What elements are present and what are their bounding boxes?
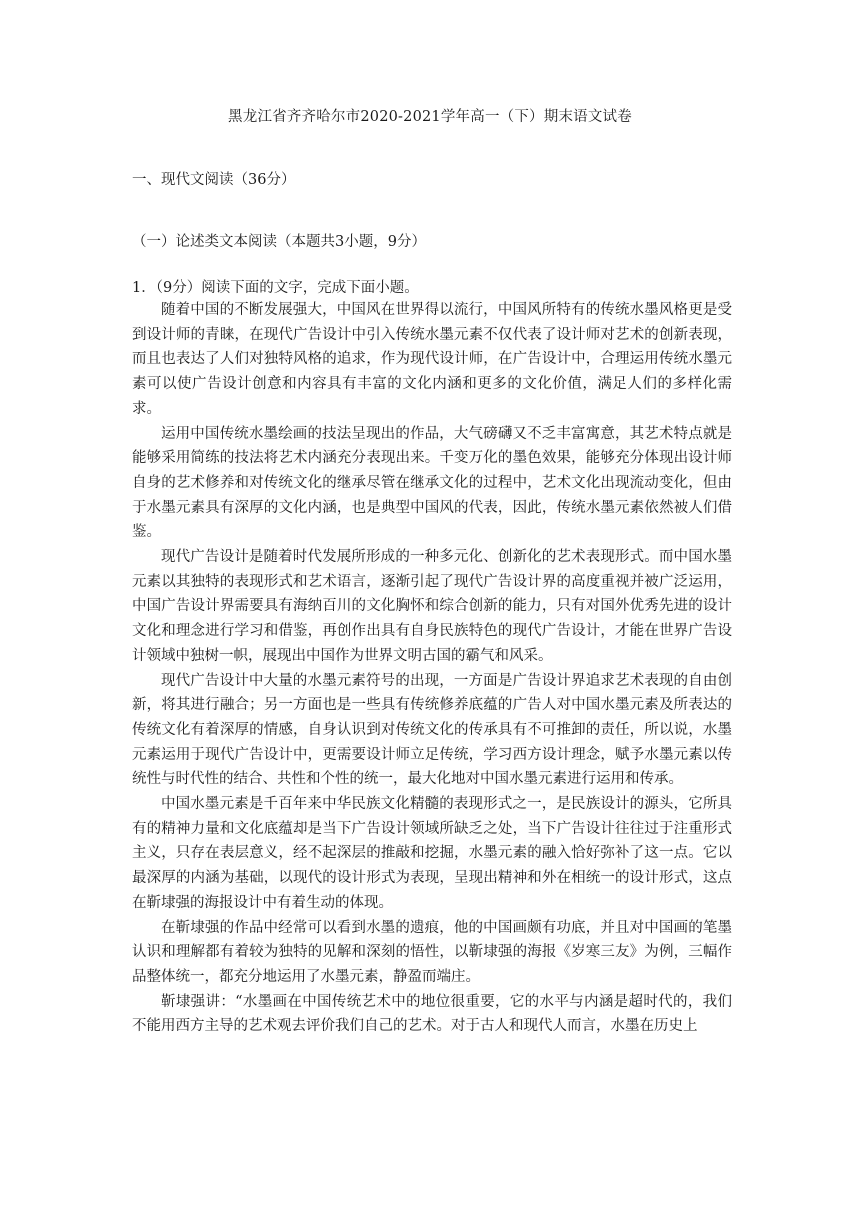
passage-paragraph: 现代广告设计是随着时代发展所形成的一种多元化、创新化的艺术表现形式。而中国水墨元素以其独特的表现形式和艺术语言，逐渐引起了现代广告设计界的高度重视并被广泛运用，中国广告设计界需要具有海纳百川的文化胸怀和综合创新的能力，只有对国外优秀先进的设计文化和理念进行学习和借鉴，再创作出具有自身民族特色的现代广告设计，才能在世界广告设计领域中独树一帜，展现出中国作为世界文明古国的霸气和风采。: [132, 549, 732, 664]
passage-paragraph: 随着中国的不断发展强大，中国风在世界得以流行，中国风所特有的传统水墨风格更是受到设计师的青睐，在现代广告设计中引入传统水墨元素不仅代表了设计师对艺术的创新表现，而且也表达了人们对独特风格的追求，作为现代设计师，在广告设计中，合理运用传统水墨元素可以使广告设计创意和内容具有丰富的文化内涵和更多的文化价值，满足人们的多样化需求。: [132, 302, 732, 417]
passage-paragraph: 在靳埭强的作品中经常可以看到水墨的遗痕，他的中国画颇有功底，并且对中国画的笔墨认识和理解都有着较为独特的见解和深刻的悟性，以靳埭强的海报《岁寒三友》为例，三幅作品整体统一，都充分地运用了水墨元素，静盈而端庄。: [132, 919, 732, 985]
document-title: 黑龙江省齐齐哈尔市2020-2021学年高一（下）期末语文试卷: [228, 109, 632, 125]
passage-paragraph: 现代广告设计中大量的水墨元素符号的出现，一方面是广告设计界追求艺术表现的自由创新，将其进行融合；另一方面也是一些具有传统修养底蕴的广告人对中国水墨元素及所表达的传统文化有着深厚的情感，自身认识到对传统文化的传承具有不可推卸的责任，所以说，水墨元素运用于现代广告设计中，更需要设计师立足传统，学习西方设计理念，赋予水墨元素以传统性与时代性的结合、共性和个性的统一，最大化地对中国水墨元素进行运用和传承。: [132, 672, 732, 788]
subsection-heading-argumentative: （一）论述类文本阅读（本题共3小题，9分）: [132, 234, 426, 250]
section-heading-reading: 一、现代文阅读（36分）: [132, 172, 296, 188]
passage-paragraph: 运用中国传统水墨绘画的技法呈现出的作品，大气磅礴又不乏丰富寓意，其艺术特点就是能够采用简练的技法将艺术内涵充分表现出来。千变万化的墨色效果，能够充分体现出设计师自身的艺术修养和对传统文化的继承尽管在继承文化的过程中，艺术文化出现流动变化，但由于水墨元素具有深厚的文化内涵，也是典型中国风的代表，因此，传统水墨元素依然被人们借鉴。: [132, 425, 732, 541]
passage-paragraph: 靳埭强讲：“水墨画在中国传统艺术中的地位很重要，它的水平与内涵是超时代的，我们不能用西方主导的艺术观去评价我们自己的艺术。对于古人和现代人而言，水墨在历史上: [132, 993, 732, 1035]
passage-paragraph: 中国水墨元素是千百年来中华民族文化精髓的表现形式之一，是民族设计的源头，它所具有的精神力量和文化底蕴却是当下广告设计领域所缺乏之处，当下广告设计往往过于注重形式主义，只存在表层意义，经不起深层的推敲和挖掘，水墨元素的融入恰好弥补了这一点。它以最深厚的内涵为基础，以现代的设计形式为表现，呈现出精神和外在相统一的设计形式，这点在靳埭强的海报设计中有着生动的体现。: [132, 796, 732, 911]
reading-passage: [132, 298, 732, 1039]
question-prompt: 1．（9分）阅读下面的文字，完成下面小题。: [132, 280, 419, 296]
